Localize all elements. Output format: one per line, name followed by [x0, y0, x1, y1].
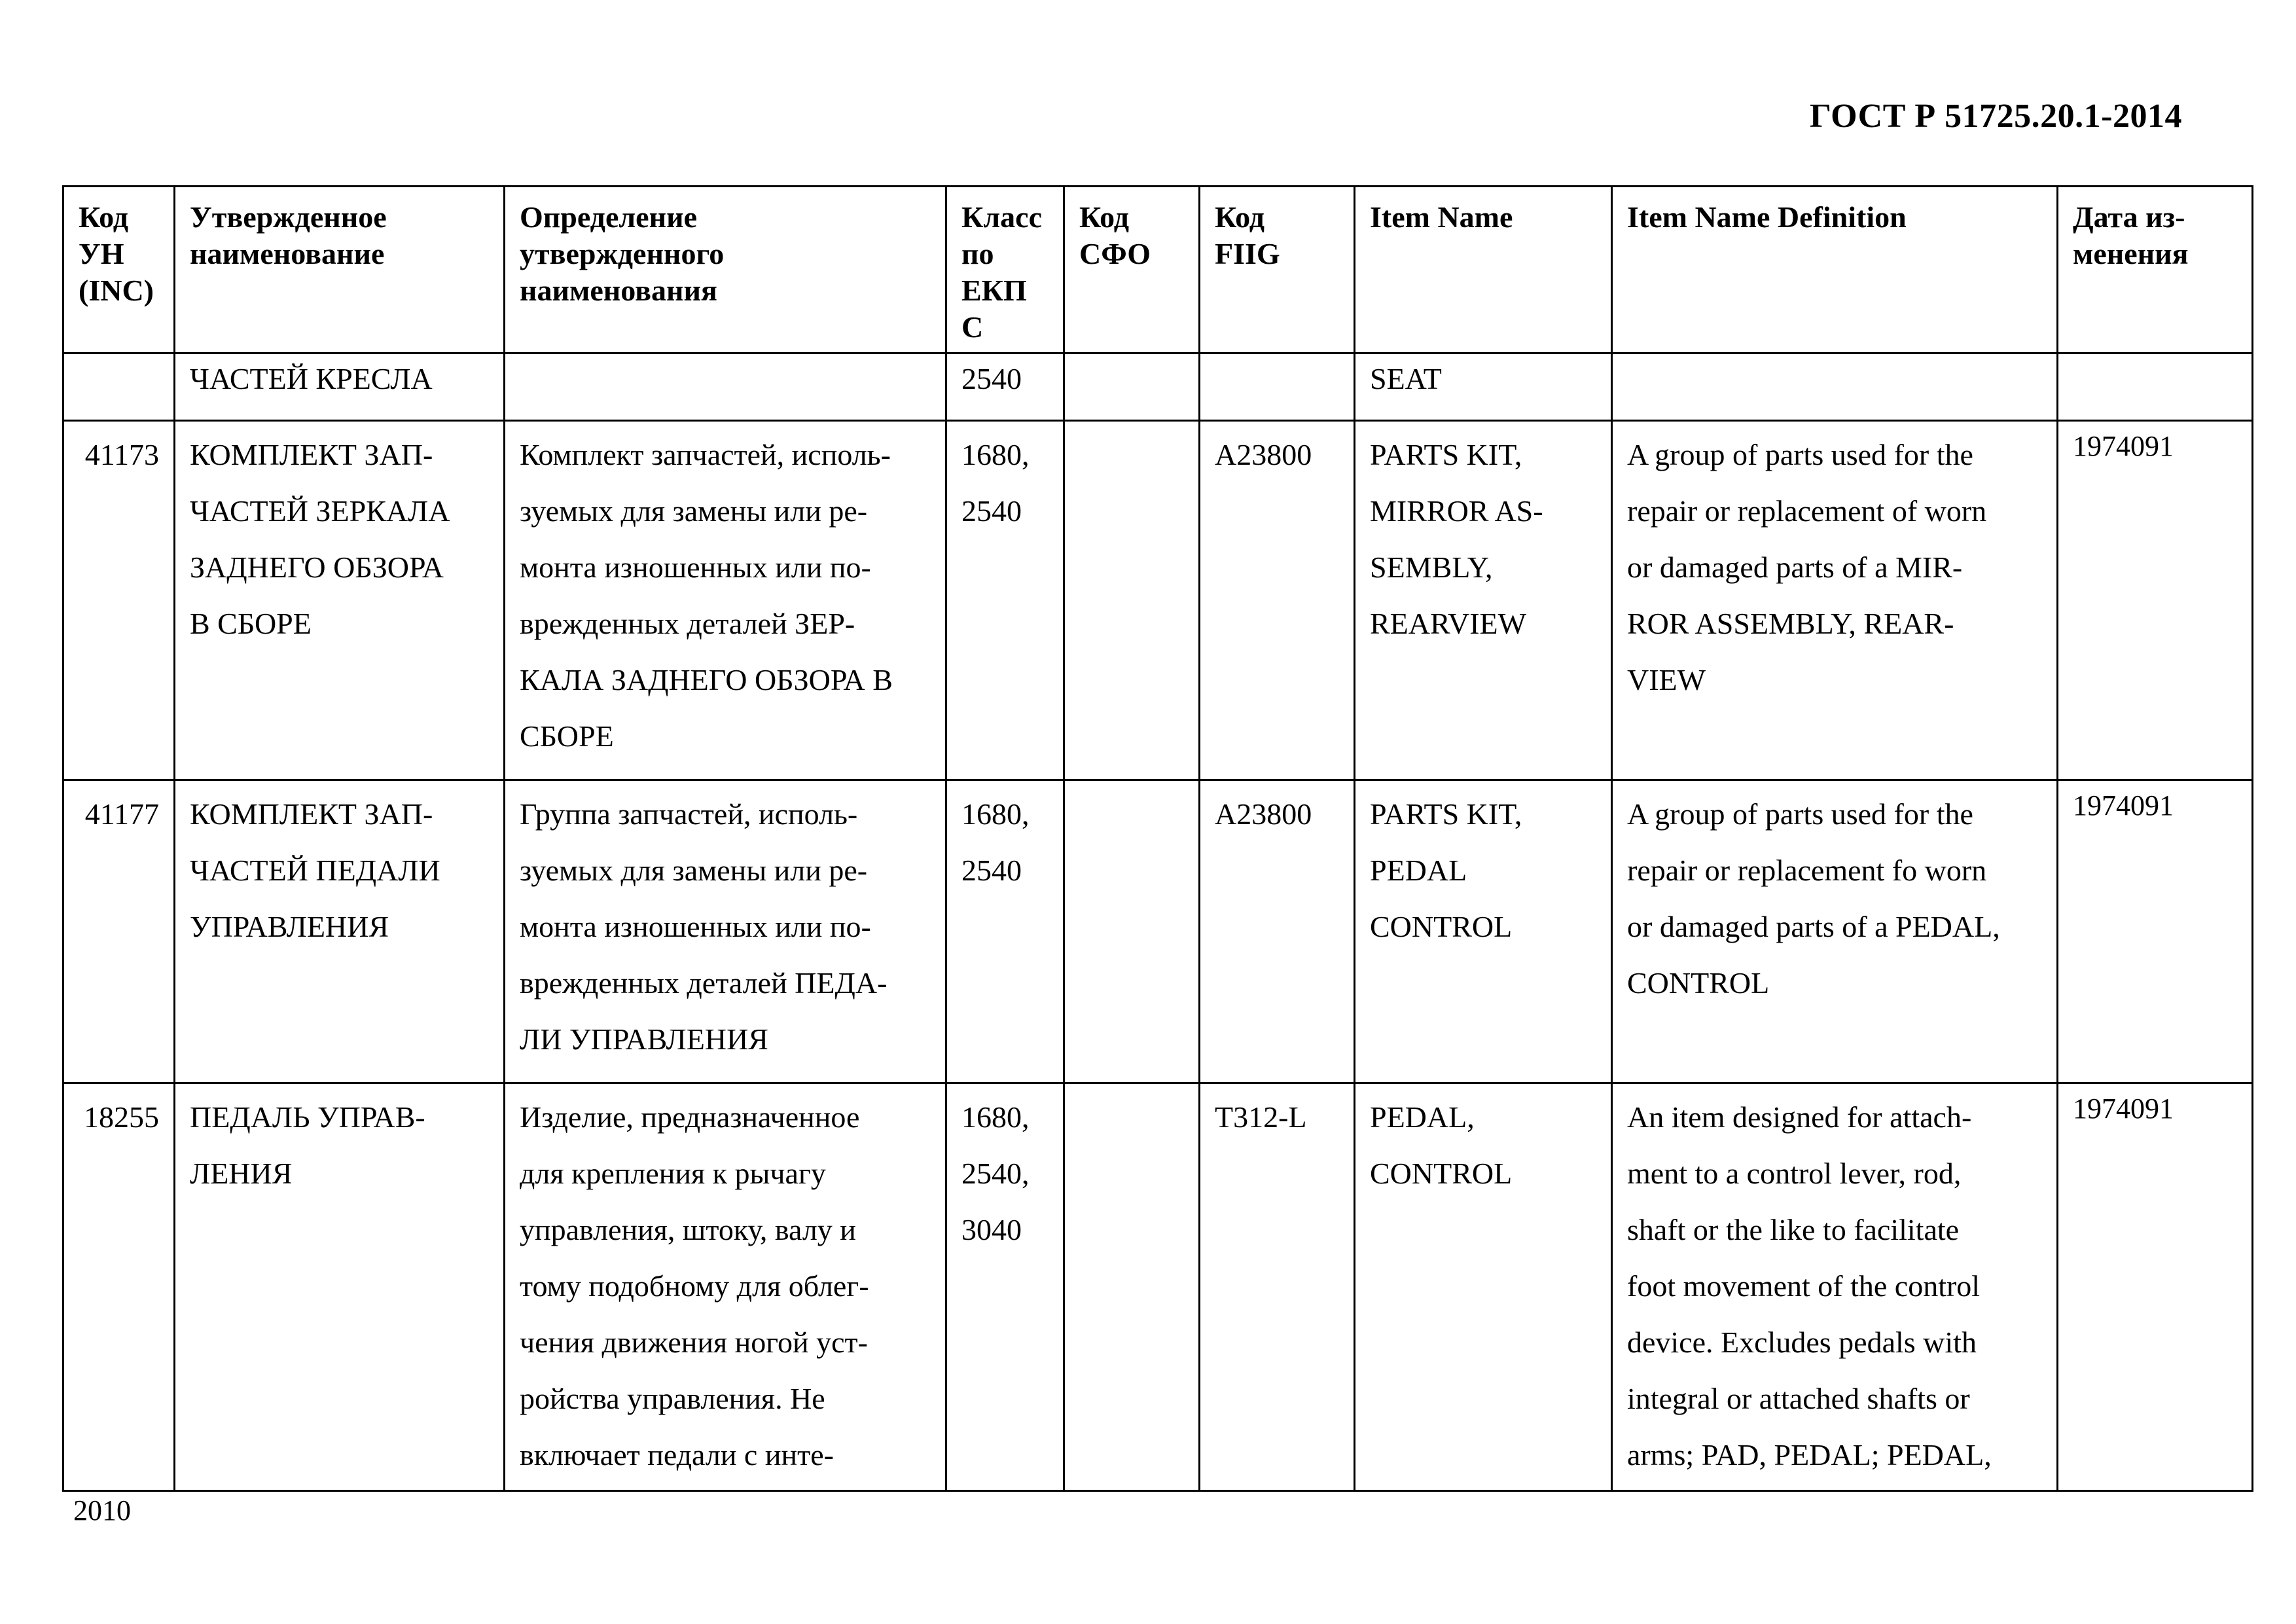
cell-text-line: device. Excludes pedals with — [1627, 1326, 1977, 1359]
cell-text-line: наименования — [520, 274, 717, 307]
cell-text-line: ЗАДНЕГО ОБЗОРА — [190, 550, 444, 584]
cell-sfo — [1064, 1083, 1200, 1491]
header-inc — [63, 187, 175, 353]
cell-text-line: КОМПЛЕКТ ЗАП- — [190, 797, 433, 831]
cell-item-name — [1355, 1083, 1612, 1491]
cell-item-name-definition — [1612, 1083, 2058, 1491]
cell-text-line: ройства управления. Не — [520, 1382, 825, 1415]
cell-text-line: Item Name — [1370, 200, 1513, 234]
cell-text-line: ROR ASSEMBLY, REAR- — [1627, 607, 1954, 640]
cell-text-line: 2540, — [961, 1157, 1030, 1190]
cell-text-line: foot movement of the control — [1627, 1269, 1981, 1303]
cell-class — [946, 780, 1064, 1083]
cell-text-line: чения движения ногой уст- — [520, 1326, 868, 1359]
cell-item-name — [1355, 780, 1612, 1083]
cell-item-name — [1355, 421, 1612, 780]
cell-text-line: Комплект запчастей, исполь- — [520, 438, 891, 471]
cell-text-line: CONTROL — [1370, 910, 1513, 943]
cell-text-line: CONTROL — [1627, 966, 1770, 1000]
cell-date: 1974091 — [2058, 421, 2253, 780]
cell-class — [946, 421, 1064, 780]
table-row — [63, 421, 2253, 780]
header-sfo — [1064, 187, 1200, 353]
cell-text-line: arms; PAD, PEDAL; PEDAL, — [1627, 1438, 1992, 1471]
cell-item-name-definition — [1612, 353, 2058, 421]
cell-item-name-definition — [1612, 780, 2058, 1083]
cell-text-line: Утвержденное — [190, 200, 387, 234]
cell-sfo — [1064, 780, 1200, 1083]
cell-sfo — [1064, 421, 1200, 780]
cell-text-line: shaft or the like to facilitate — [1627, 1213, 1960, 1246]
cell-date — [2058, 353, 2253, 421]
cell-text-line: ЛИ УПРАВЛЕНИЯ — [520, 1022, 768, 1056]
table-row — [63, 353, 2253, 421]
cell-text-line: зуемых для замены или ре- — [520, 854, 868, 887]
cell-text-line: монта изношенных или по- — [520, 910, 871, 943]
cell-approved-name — [175, 1083, 505, 1491]
cell-text-line: 3040 — [961, 1213, 1022, 1246]
cell-text-line: 1680, — [961, 438, 1030, 471]
cell-text-line: УН — [79, 237, 124, 270]
cell-text-line: Item Name Definition — [1627, 200, 1907, 234]
cell-text-line: Изделие, предназначенное — [520, 1100, 860, 1134]
cell-text-line: or damaged parts of a PEDAL, — [1627, 910, 2000, 943]
header-approved-name — [175, 187, 505, 353]
header-definition — [505, 187, 946, 353]
cell-text-line: монта изношенных или по- — [520, 550, 871, 584]
cell-text-line: для крепления к рычагу — [520, 1157, 826, 1190]
cell-text-line: SEAT — [1370, 362, 1442, 395]
table-header-row — [63, 187, 2253, 353]
cell-definition — [505, 780, 946, 1083]
header-item-name — [1355, 187, 1612, 353]
standard-code: ГОСТ Р 51725.20.1-2014 — [1809, 98, 2182, 135]
cell-text-line: or damaged parts of a MIR- — [1627, 550, 1963, 584]
cell-text-line: ЧАСТЕЙ ЗЕРКАЛА — [190, 494, 450, 528]
cell-text-line: Класс — [961, 200, 1042, 234]
header-class — [946, 187, 1064, 353]
cell-text-line: 1680, — [961, 797, 1030, 831]
cell-text-line: СФО — [1079, 237, 1151, 270]
cell-text-line: repair or replacement of worn — [1627, 494, 1987, 528]
cell-text-line: УПРАВЛЕНИЯ — [190, 910, 389, 943]
cell-approved-name — [175, 780, 505, 1083]
cell-text-line: Код — [1215, 200, 1265, 234]
cell-text-line: PARTS KIT, — [1370, 797, 1522, 831]
cell-definition — [505, 421, 946, 780]
cell-class — [946, 353, 1064, 421]
cell-definition — [505, 1083, 946, 1491]
cell-text-line: (INC) — [79, 274, 154, 307]
cell-text-line: PEDAL — [1370, 854, 1467, 887]
cell-inc: 41177 — [63, 780, 175, 1083]
cell-text-line: 2540 — [961, 854, 1022, 887]
cell-fiig: T312-L — [1200, 1083, 1355, 1491]
cell-text-line: ЛЕНИЯ — [190, 1157, 293, 1190]
cell-text-line: С — [961, 310, 984, 344]
cell-text-line: ment to a control lever, rod, — [1627, 1157, 1962, 1190]
cell-text-line: PARTS KIT, — [1370, 438, 1522, 471]
cell-text-line: REARVIEW — [1370, 607, 1527, 640]
cell-date: 1974091 — [2058, 1083, 2253, 1491]
cell-approved-name — [175, 353, 505, 421]
cell-inc: 18255 — [63, 1083, 175, 1491]
cell-text-line: 1680, — [961, 1100, 1030, 1134]
cell-text-line: repair or replacement fo worn — [1627, 854, 1987, 887]
cell-text-line: утвержденного — [520, 237, 725, 270]
cell-text-line: врежденных деталей ПЕДА- — [520, 966, 888, 1000]
cell-date: 1974091 — [2058, 780, 2253, 1083]
cell-text-line: КОМПЛЕКТ ЗАП- — [190, 438, 433, 471]
cell-text-line: СБОРЕ — [520, 719, 614, 753]
header-item-name-definition — [1612, 187, 2058, 353]
cell-text-line: Группа запчастей, исполь- — [520, 797, 858, 831]
header-fiig — [1200, 187, 1355, 353]
table-row — [63, 1083, 2253, 1491]
cell-text-line: тому подобному для облег- — [520, 1269, 869, 1303]
gost-classifier-table — [62, 185, 2253, 1492]
cell-fiig: A23800 — [1200, 421, 1355, 780]
page-number: 2010 — [73, 1494, 131, 1526]
cell-inc: 41173 — [63, 421, 175, 780]
cell-inc — [63, 353, 175, 421]
cell-text-line: ЧАСТЕЙ ПЕДАЛИ — [190, 854, 440, 887]
cell-text-line: A group of parts used for the — [1627, 438, 1973, 471]
cell-text-line: управления, штоку, валу и — [520, 1213, 856, 1246]
cell-text-line: Дата из- — [2073, 200, 2185, 234]
cell-text-line: VIEW — [1627, 663, 1706, 696]
table-row — [63, 780, 2253, 1083]
cell-definition — [505, 353, 946, 421]
header-date — [2058, 187, 2253, 353]
cell-text-line: Код — [1079, 200, 1130, 234]
cell-text-line: Код — [79, 200, 129, 234]
cell-text-line: PEDAL, — [1370, 1100, 1475, 1134]
cell-text-line: Определение — [520, 200, 698, 234]
cell-text-line: ПЕДАЛЬ УПРАВ- — [190, 1100, 425, 1134]
cell-text-line: наименование — [190, 237, 385, 270]
cell-text-line: ЧАСТЕЙ КРЕСЛА — [190, 362, 433, 395]
cell-text-line: SEMBLY, — [1370, 550, 1493, 584]
cell-text-line: врежденных деталей ЗЕР- — [520, 607, 855, 640]
cell-text-line: ЕКП — [961, 274, 1027, 307]
cell-approved-name — [175, 421, 505, 780]
cell-item-name — [1355, 353, 1612, 421]
cell-text-line: 2540 — [961, 362, 1022, 395]
cell-text-line: A group of parts used for the — [1627, 797, 1973, 831]
cell-class — [946, 1083, 1064, 1491]
cell-fiig — [1200, 353, 1355, 421]
cell-text-line: В СБОРЕ — [190, 607, 312, 640]
cell-text-line: включает педали с инте- — [520, 1438, 834, 1471]
cell-item-name-definition — [1612, 421, 2058, 780]
cell-sfo — [1064, 353, 1200, 421]
cell-text-line: FIIG — [1215, 237, 1280, 270]
cell-text-line: КАЛА ЗАДНЕГО ОБЗОРА В — [520, 663, 893, 696]
cell-text-line: зуемых для замены или ре- — [520, 494, 868, 528]
cell-text-line: An item designed for attach- — [1627, 1100, 1972, 1134]
cell-fiig: A23800 — [1200, 780, 1355, 1083]
cell-text-line: по — [961, 237, 994, 270]
cell-text-line: менения — [2073, 237, 2189, 270]
cell-text-line: CONTROL — [1370, 1157, 1513, 1190]
cell-text-line: MIRROR AS- — [1370, 494, 1543, 528]
cell-text-line: 2540 — [961, 494, 1022, 528]
cell-text-line: integral or attached shafts or — [1627, 1382, 1970, 1415]
